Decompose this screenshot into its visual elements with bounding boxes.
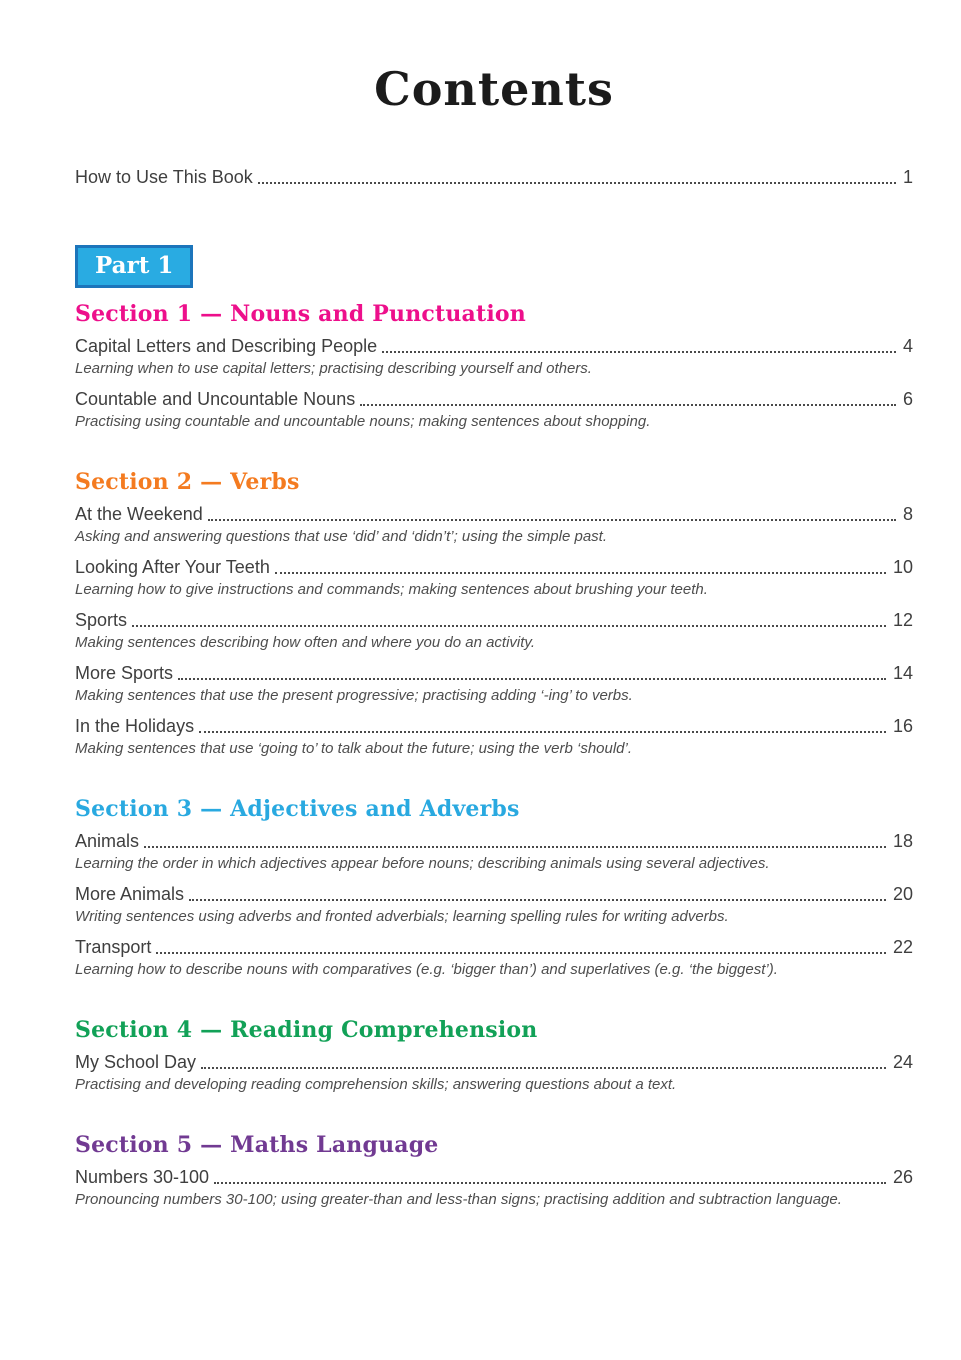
entry-page-number: 16 xyxy=(892,716,913,737)
section-heading: Section 5 — Maths Language xyxy=(75,1132,439,1159)
toc-entry xyxy=(75,1165,913,1209)
entry-page-number: 20 xyxy=(892,884,913,905)
entry-description: Making sentences describing how often and where you do an activity. xyxy=(75,634,535,652)
toc-entry xyxy=(75,714,913,758)
entry-description: Practising using countable and uncountable nouns; making sentences about shopping. xyxy=(75,413,651,431)
entry-page-number: 18 xyxy=(892,831,913,852)
entry-page-number: 12 xyxy=(892,610,913,631)
entry-title: Animals xyxy=(75,831,140,852)
entry-page-number: 14 xyxy=(892,663,913,684)
entry-description: Learning when to use capital letters; practising describing yourself and others. xyxy=(75,360,592,378)
section-heading: Section 4 — Reading Comprehension xyxy=(75,1017,538,1044)
toc-entry xyxy=(75,502,913,546)
dotted-leader xyxy=(199,731,886,733)
dotted-leader xyxy=(132,625,886,627)
section-maths-language xyxy=(75,1132,913,1209)
section-verbs xyxy=(75,469,913,758)
entry-description: Pronouncing numbers 30-100; using greater-than and less-than signs; practising addition and subtraction language. xyxy=(75,1191,842,1209)
toc-entry xyxy=(75,882,913,926)
dotted-leader xyxy=(178,678,886,680)
toc-entry xyxy=(75,829,913,873)
dotted-leader xyxy=(275,572,886,574)
part-1 xyxy=(75,245,913,1210)
toc-entry-row xyxy=(75,165,913,189)
toc-entry xyxy=(75,387,913,431)
toc-entry-row xyxy=(75,387,913,411)
toc-entry-row xyxy=(75,935,913,959)
entry-title: Sports xyxy=(75,610,128,631)
entry-page-number: 6 xyxy=(902,389,913,410)
toc-entry-row xyxy=(75,714,913,738)
entry-title: In the Holidays xyxy=(75,716,195,737)
entry-title: At the Weekend xyxy=(75,504,203,525)
section-nouns-and-punctuation xyxy=(75,301,913,431)
dotted-leader xyxy=(208,519,896,521)
toc-entry xyxy=(75,1050,913,1094)
entry-description: Learning how to describe nouns with comparatives (e.g. ‘bigger than’) and superlatives (e.g. ‘the biggest’). xyxy=(75,961,778,979)
toc-entry xyxy=(75,661,913,705)
toc-entry xyxy=(75,165,913,189)
entry-page-number: 8 xyxy=(902,504,913,525)
toc-entry-row xyxy=(75,502,913,526)
entry-page-number: 26 xyxy=(892,1167,913,1188)
entry-description: Making sentences that use ‘going to’ to talk about the future; using the verb ‘should’. xyxy=(75,740,633,758)
section-adjectives-and-adverbs xyxy=(75,796,913,979)
entry-page-number: 24 xyxy=(892,1052,913,1073)
section-reading-comprehension xyxy=(75,1017,913,1094)
entry-title: Transport xyxy=(75,937,152,958)
entry-description: Writing sentences using adverbs and fronted adverbials; learning spelling rules for writing adverbs. xyxy=(75,908,729,926)
entry-title: More Sports xyxy=(75,663,174,684)
entry-page-number: 10 xyxy=(892,557,913,578)
toc-entry xyxy=(75,935,913,979)
entry-description: Learning the order in which adjectives appear before nouns; describing animals using several adjectives. xyxy=(75,855,770,873)
entry-title: Numbers 30-100 xyxy=(75,1167,210,1188)
entry-description: Asking and answering questions that use ‘did’ and ‘didn’t’; using the simple past. xyxy=(75,528,607,546)
entry-title: More Animals xyxy=(75,884,185,905)
dotted-leader xyxy=(214,1182,886,1184)
entry-title: Looking After Your Teeth xyxy=(75,557,270,578)
entry-description: Practising and developing reading comprehension skills; answering questions about a text. xyxy=(75,1076,677,1094)
dotted-leader xyxy=(258,182,896,184)
toc-entry-row xyxy=(75,608,913,632)
section-heading: Section 3 — Adjectives and Adverbs xyxy=(75,796,520,823)
entry-page-number: 4 xyxy=(902,336,913,357)
toc-entry-row xyxy=(75,882,913,906)
entry-page-number: 22 xyxy=(892,937,913,958)
entry-title: Countable and Uncountable Nouns xyxy=(75,389,356,410)
entry-description: Learning how to give instructions and commands; making sentences about brushing your teeth. xyxy=(75,581,708,599)
section-heading: Section 1 — Nouns and Punctuation xyxy=(75,301,526,328)
dotted-leader xyxy=(382,351,896,353)
entry-title: My School Day xyxy=(75,1052,197,1073)
part-badge: Part 1 xyxy=(75,245,193,289)
entry-page-number: 1 xyxy=(902,166,913,187)
toc-entry-row xyxy=(75,661,913,685)
entry-title: Capital Letters and Describing People xyxy=(75,336,378,357)
dotted-leader xyxy=(144,846,886,848)
toc-entry-row xyxy=(75,829,913,853)
dotted-leader xyxy=(201,1067,886,1069)
dotted-leader xyxy=(360,404,896,406)
toc-entry xyxy=(75,555,913,599)
toc-entry xyxy=(75,608,913,652)
section-heading: Section 2 — Verbs xyxy=(75,469,300,496)
toc-entry-row xyxy=(75,1165,913,1189)
toc-entry-row xyxy=(75,555,913,579)
entry-title: How to Use This Book xyxy=(75,166,253,187)
page-title: Contents xyxy=(374,62,614,116)
toc-entry-row xyxy=(75,1050,913,1074)
entry-description: Making sentences that use the present progressive; practising adding ‘-ing’ to verbs. xyxy=(75,687,633,705)
dotted-leader xyxy=(156,952,886,954)
toc-entry-row xyxy=(75,334,913,358)
dotted-leader xyxy=(189,899,886,901)
toc-entry xyxy=(75,334,913,378)
